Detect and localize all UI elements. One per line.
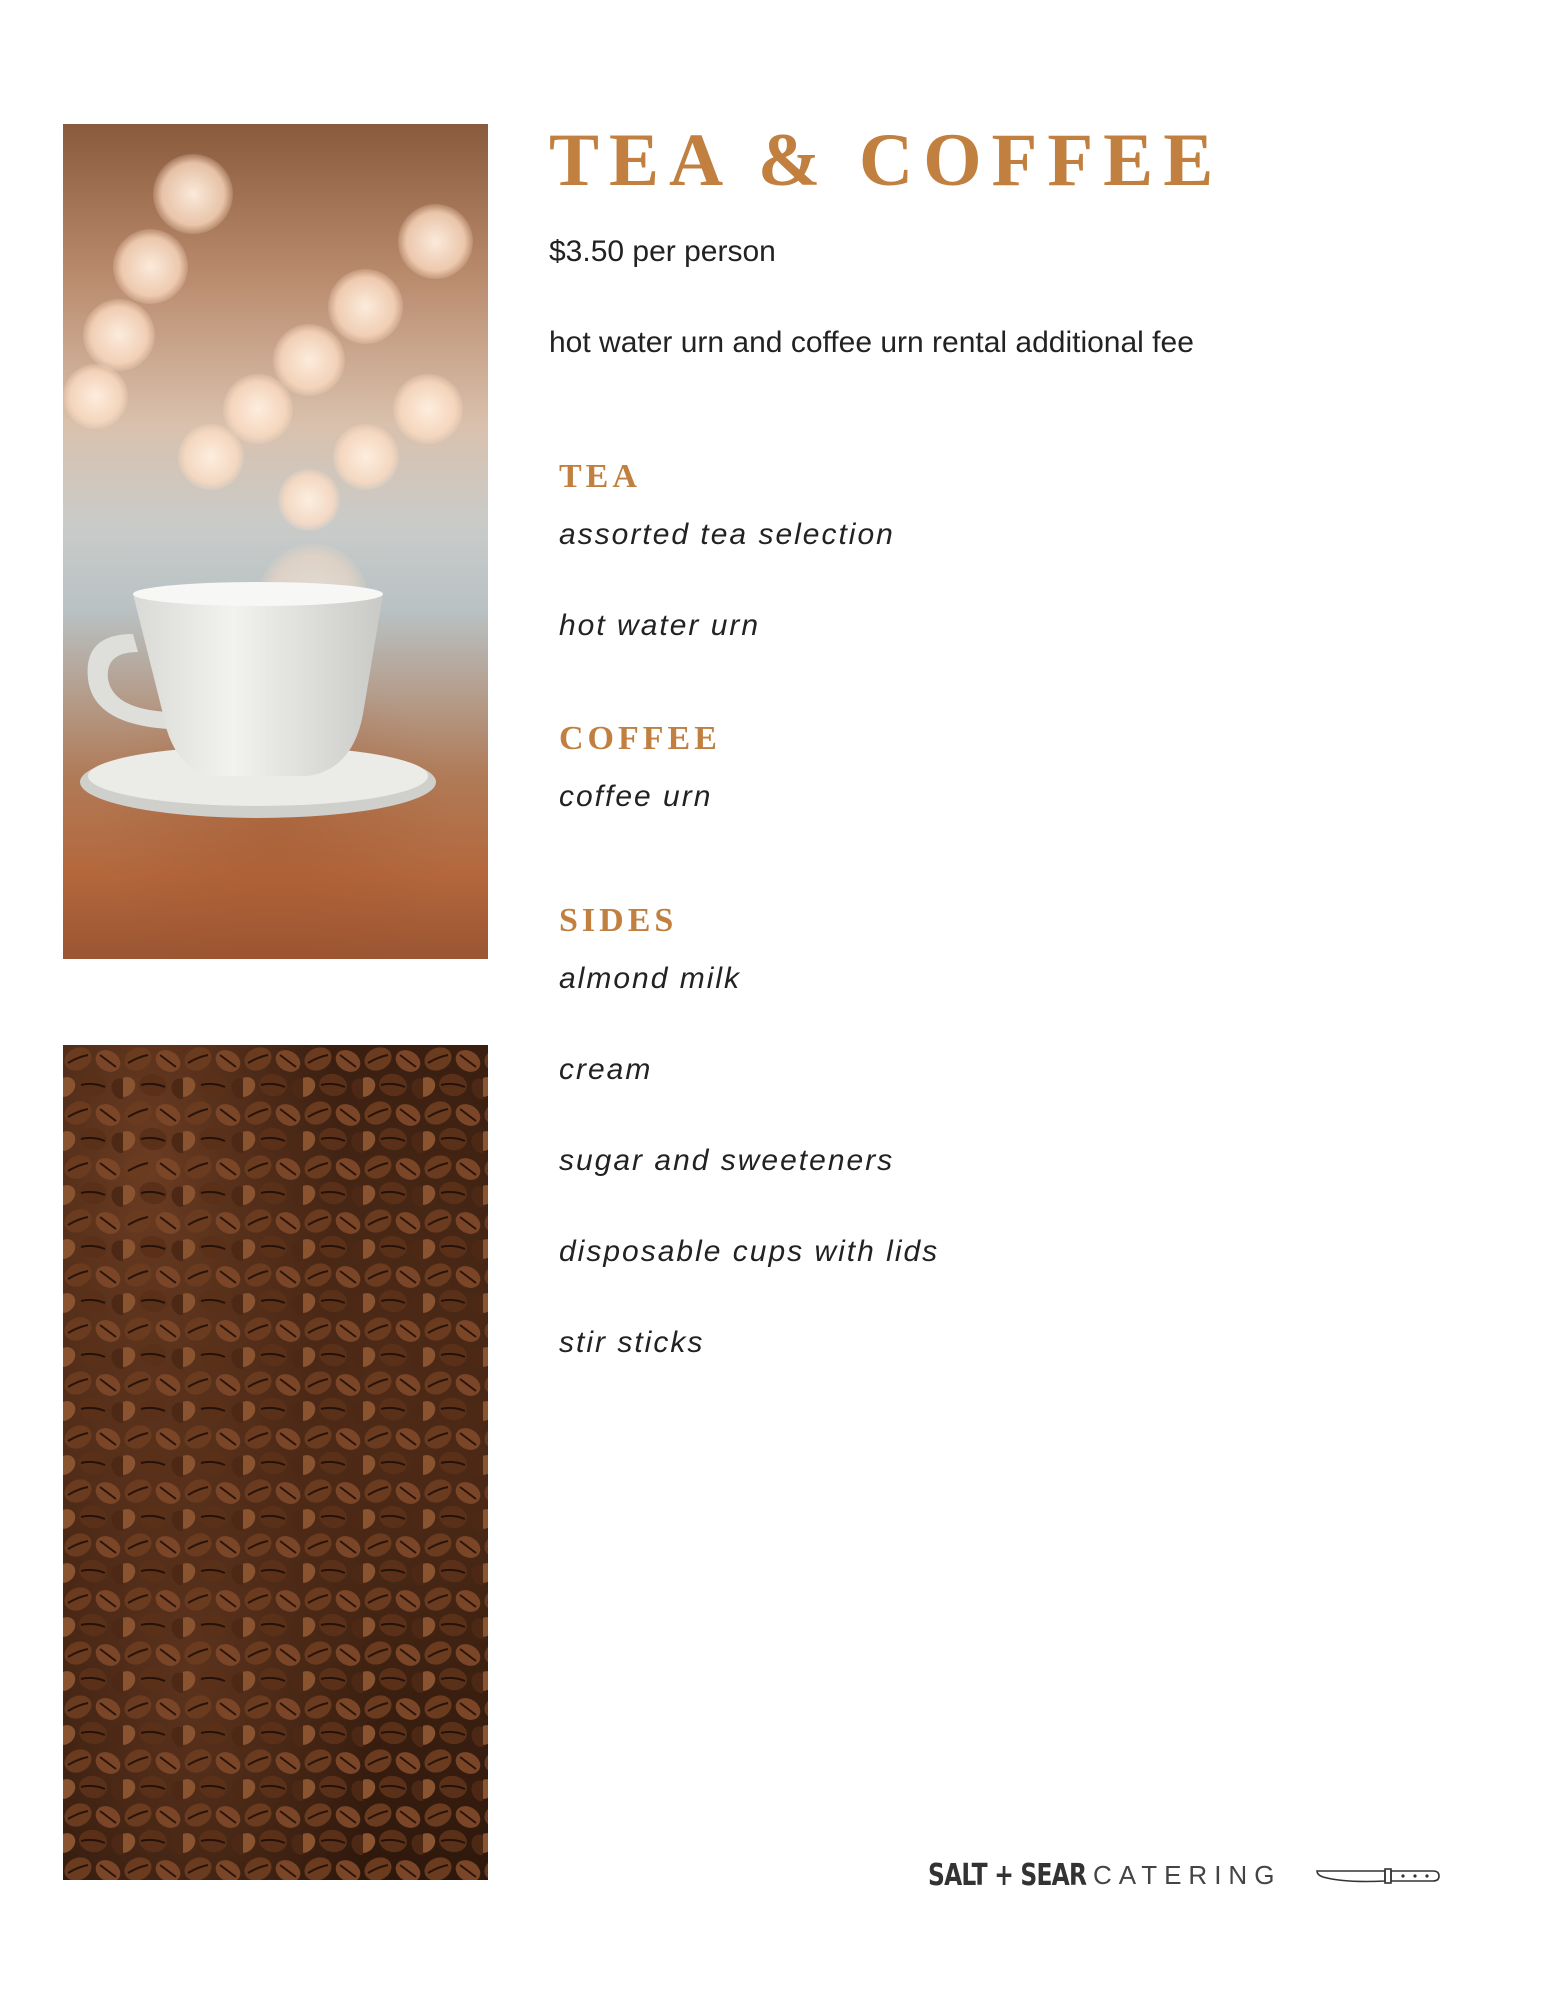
bokeh-light bbox=[328, 269, 403, 344]
list-item: stir sticks bbox=[559, 1326, 705, 1359]
brand-logo bbox=[928, 1858, 1441, 1893]
list-item: hot water urn bbox=[559, 609, 761, 642]
list-item: coffee urn bbox=[559, 780, 713, 813]
brand-suffix: CATERING bbox=[1093, 1860, 1282, 1890]
coffee-beans-photo bbox=[63, 1045, 488, 1880]
page-title: TEA & COFFEE bbox=[549, 119, 1224, 202]
list-item: assorted tea selection bbox=[559, 518, 895, 551]
brand-name: SALT + SEAR bbox=[928, 1858, 1087, 1893]
coffee-cup-photo bbox=[63, 124, 488, 959]
knife-icon bbox=[1315, 1863, 1441, 1889]
section-heading-coffee: COFFEE bbox=[559, 720, 721, 757]
bokeh-light bbox=[83, 299, 155, 371]
list-item: sugar and sweeteners bbox=[559, 1144, 895, 1177]
beans-pattern-icon bbox=[63, 1045, 488, 1880]
bokeh-light bbox=[278, 469, 340, 531]
bokeh-light bbox=[113, 229, 188, 304]
section-heading-tea: TEA bbox=[559, 458, 641, 495]
bokeh-light bbox=[178, 424, 244, 490]
list-item: disposable cups with lids bbox=[559, 1235, 940, 1268]
bokeh-light bbox=[398, 204, 473, 279]
section-heading-sides: SIDES bbox=[559, 902, 678, 939]
list-item: cream bbox=[559, 1053, 653, 1086]
cup-icon bbox=[63, 564, 488, 864]
bokeh-light bbox=[63, 364, 128, 429]
price-text: $3.50 per person bbox=[549, 235, 776, 268]
bokeh-light bbox=[393, 374, 463, 444]
list-item: almond milk bbox=[559, 962, 742, 995]
bokeh-light bbox=[153, 154, 233, 234]
bokeh-light bbox=[333, 424, 399, 490]
rental-note: hot water urn and coffee urn rental additional fee bbox=[549, 326, 1194, 359]
